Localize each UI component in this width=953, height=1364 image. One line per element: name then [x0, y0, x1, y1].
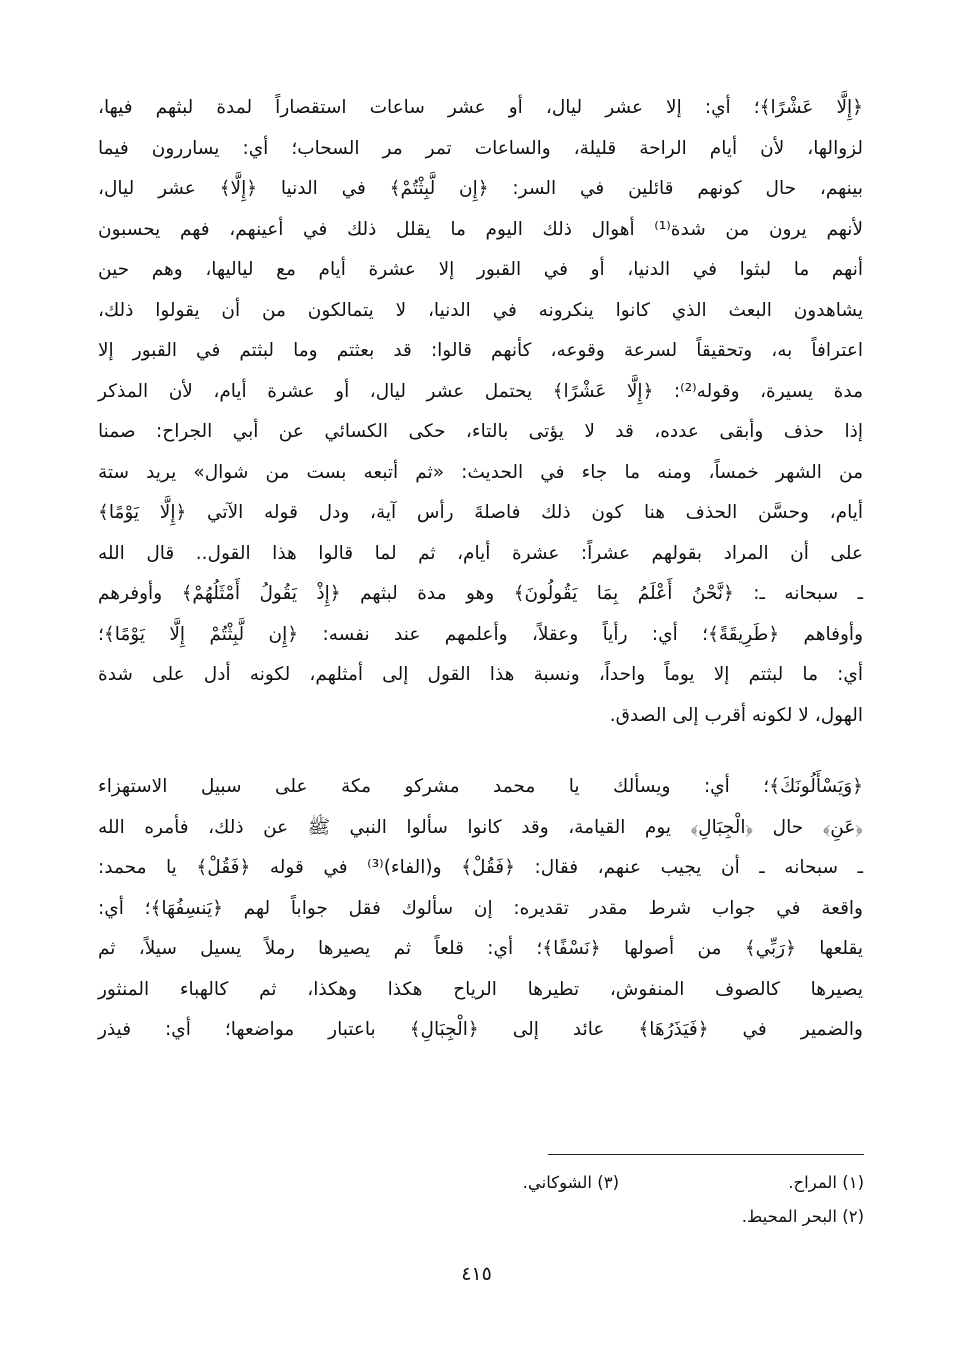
text-line: لأنهم يرون من شدة⁽¹⁾ أهوال ذلك اليوم ما يقلل ذلك في أعينهم، فهم يحسبون	[98, 218, 864, 240]
text-line: يصيرها كالصوف المنفوش، تطيرها الرياح هكذا وهكذا، ثم كالهباء المنثور	[98, 978, 863, 1000]
text-line: ﴿عَنِ﴾ حال ﴿الْجِبَالِ﴾ يوم القيامة، وقد كانوا سألوا النبي ﷺ عن ذلك، فأمره الله	[98, 816, 863, 838]
text-line: ـ سبحانه ـ: ﴿نَّحْنُ أَعْلَمُ بِمَا يَقُولُونَ﴾ وهو مدة لبثهم ﴿إِذْ يَقُولُ أَمْثَلُهُمْ﴾ وأوفرهم	[98, 583, 863, 604]
footnote-row	[300, 1166, 864, 1200]
text-line: ﴿وَيَسْأَلُونَكَ﴾؛ أي: ويسألك يا محمد مشركو مكة على سبيل الاستهزاء	[98, 776, 863, 797]
text-line: ـ سبحانه ـ أن يجيب عنهم، فقال: ﴿فَقُلْ﴾ و(الفاء)⁽³⁾ في قوله ﴿فَقُلْ﴾ يا محمد:	[98, 857, 863, 878]
footnote-2: (٢) البحر المحيط.	[741, 1207, 864, 1226]
text-line: بينهم، حال كونهم قائلين في السر: ﴿إِن لَّبِثْتُمْ﴾ في الدنيا ﴿إِلَّا﴾ عشر ليال،	[98, 178, 863, 199]
text-line: على أن المراد بقولهم عشراً: عشرة أيام، ثم لما قالوا هذا القول.. قال الله	[98, 542, 863, 564]
footnote-3: (٣) الشوكاني.	[522, 1173, 619, 1192]
text-line: يشاهدون البعث الذي كانوا ينكرونه في الدنيا، لا يتمالكون من أن يقولوا ذلك،	[98, 299, 863, 321]
text-line: الهول، لا لكونه أقرب إلى الصدق.	[609, 704, 863, 726]
text-line: وأوفاهم ﴿طَرِيقَةً﴾؛ أي: رأياً وعقلاً، وأعلمهم عند نفسه: ﴿إِن لَّبِثْتُمْ إِلَّا يَوْمًا﴾؛	[98, 623, 863, 645]
footnote-row	[300, 1200, 864, 1234]
text-line: والضمير في ﴿فَيَذَرُهَا﴾ عائد إلى ﴿الْجِبَالِ﴾ باعتبار مواضعها؛ أي: فيذر	[98, 1019, 863, 1040]
page-number: ٤١٥	[461, 1263, 492, 1285]
footnotes	[300, 1166, 864, 1234]
text-line: أنهم ما لبثوا في الدنيا، أو في القبور إلا عشرة أيام مع لياليها، وهم حين	[98, 259, 863, 280]
text-line: ﴿إِلَّا عَشْرًا﴾؛ أي: إلا عشر ليال، أو عشر ساعات استقصاراً لمدة لبثهم فيها،	[98, 97, 863, 118]
text-line: أيام، وحسَّن الحذف هنا كون ذلك فاصلةَ رأس آية، ودل قوله الآتي ﴿إِلَّا يَوْمًا﴾	[98, 502, 863, 523]
text-line: مدة يسيرة، وقوله⁽²⁾: ﴿إِلَّا عَشْرًا﴾ يحتمل عشر ليال، أو عشرة أيام، لأن المذكر	[98, 380, 863, 402]
text-line: لزوالها، لأن أيام الراحة قليلة، والساعات تمر مر السحاب؛ أي: يساررون فيما	[98, 137, 863, 159]
footnote-1: (١) المراح.	[788, 1173, 864, 1192]
text-line: اعترافاً به، وتحقيقاً لسرعة وقوعه، كأنهم قالوا: قد بعثتم وما لبثتم في القبور إلا	[98, 340, 863, 361]
text-line: يقلعها ﴿رَبِّي﴾ من أصولها ﴿نَسْفًا﴾؛ أي: قلعاً ثم يصيرها رملاً يسيل سيلاً، ثم	[98, 938, 863, 959]
text-line: واقعة في جواب شرط مقدر تقديره: إن سألوك فقل جواباً لهم ﴿يَنسِفُهَا﴾؛ أي:	[98, 897, 863, 919]
text-line: من الشهر خمساً، ومنه ما جاء في الحديث: «ثم أتبعه بست من شوال» يريد ستة	[98, 461, 863, 483]
text-line: إذا حذف وأبقى عدده، قد لا يؤتى بالتاء، حكى الكسائي عن أبي الجراح: صمنا	[98, 421, 863, 442]
text-line: أي: ما لبثتم إلا يوماً واحداً، ونسبة هذا القول إلى أمثلهم، لكونه أدل على شدة	[98, 664, 863, 685]
main-text	[98, 88, 863, 1051]
footnote-divider	[548, 1154, 864, 1155]
paragraph-gap	[98, 736, 863, 767]
